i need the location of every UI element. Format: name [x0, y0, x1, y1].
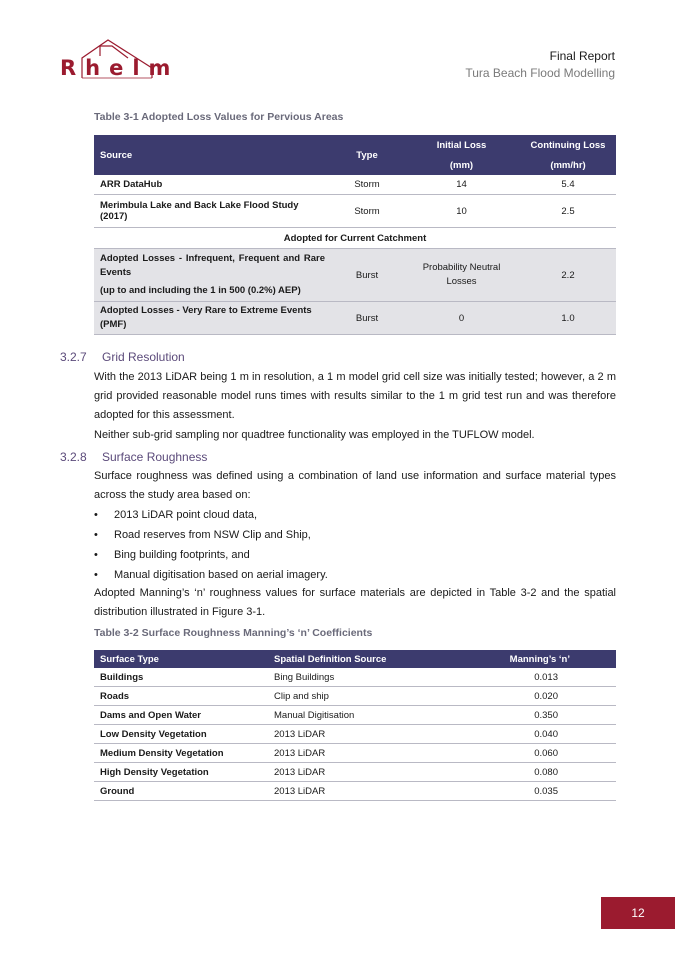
section-number: 3.2.7 [60, 350, 87, 364]
header-source: Source [94, 135, 331, 175]
row-surface: Dams and Open Water [94, 706, 268, 725]
row-source: 2013 LiDAR [268, 744, 442, 763]
section-title: Grid Resolution [102, 350, 185, 364]
table-row [94, 175, 616, 195]
section-title: Surface Roughness [102, 450, 208, 464]
table-row [94, 763, 616, 782]
page-number: 12 [601, 897, 675, 929]
rhelm-logo [60, 38, 180, 80]
header-initial-loss: Initial Loss [403, 135, 520, 155]
bullet-icon: • [94, 569, 98, 581]
row-continuing: 2.2 [520, 249, 616, 302]
list-item-text: Manual digitisation based on aerial imagery. [114, 569, 328, 581]
row-surface: Ground [94, 782, 268, 801]
table-row [94, 687, 616, 706]
row-n: 0.350 [442, 706, 616, 725]
header-continuing-loss-unit: (mm/hr) [520, 155, 616, 175]
row-n: 0.040 [442, 725, 616, 744]
header-surface-type: Surface Type [94, 650, 268, 668]
row-source: 2013 LiDAR [268, 725, 442, 744]
list-item [94, 505, 614, 525]
table-row [94, 668, 616, 687]
section-number: 3.2.8 [60, 450, 87, 464]
roughness-table [94, 650, 616, 801]
row-source-text: Adopted Losses - Infrequent, Frequent and Rare Events [100, 253, 325, 278]
bullet-icon: • [94, 549, 98, 561]
row-source: Merimbula Lake and Back Lake Flood Study (2017) [94, 195, 331, 228]
row-source: Adopted Losses - Very Rare to Extreme Events (PMF) [94, 302, 331, 335]
row-surface: Low Density Vegetation [94, 725, 268, 744]
row-initial: 0 [403, 302, 520, 335]
row-n: 0.080 [442, 763, 616, 782]
row-source: ARR DataHub [94, 175, 331, 195]
table-row [94, 782, 616, 801]
list-item [94, 545, 614, 565]
row-source: Manual Digitisation [268, 706, 442, 725]
row-n: 0.060 [442, 744, 616, 763]
section-heading-grid-resolution [60, 350, 185, 364]
row-source-note: (up to and including the 1 in 500 (0.2%) AEP) [100, 285, 301, 296]
bullet-icon: • [94, 529, 98, 541]
header-spatial-source: Spatial Definition Source [268, 650, 442, 668]
table-row [94, 302, 616, 335]
row-continuing: 5.4 [520, 175, 616, 195]
table-row [94, 249, 616, 302]
row-type: Burst [331, 302, 403, 335]
row-surface: Roads [94, 687, 268, 706]
row-n: 0.020 [442, 687, 616, 706]
adopted-section-label: Adopted for Current Catchment [94, 228, 616, 249]
report-title: Final Report [549, 49, 615, 63]
header-mannings-n: Manning’s ‘n’ [442, 650, 616, 668]
row-surface: Medium Density Vegetation [94, 744, 268, 763]
row-type: Storm [331, 175, 403, 195]
row-type: Burst [331, 249, 403, 302]
section-row [94, 228, 616, 249]
row-type: Storm [331, 195, 403, 228]
header-initial-loss-unit: (mm) [403, 155, 520, 175]
row-source: 2013 LiDAR [268, 763, 442, 782]
row-initial: 14 [403, 175, 520, 195]
list-item [94, 525, 614, 545]
row-n: 0.013 [442, 668, 616, 687]
row-source: 2013 LiDAR [268, 782, 442, 801]
row-initial: 10 [403, 195, 520, 228]
list-item-text: Bing building footprints, and [114, 549, 250, 561]
row-surface: Buildings [94, 668, 268, 687]
table-header-row [94, 650, 616, 668]
page-header [465, 49, 615, 80]
row-continuing: 2.5 [520, 195, 616, 228]
row-source: Bing Buildings [268, 668, 442, 687]
bullet-icon: • [94, 509, 98, 521]
header-continuing-loss: Continuing Loss [520, 135, 616, 155]
row-initial: Probability Neutral Losses [403, 249, 520, 302]
paragraph: Adopted Manning’s ‘n’ roughness values for surface materials are depicted in Table 3-2 and the spatial distribution illustrated in Figure 3-1. [94, 587, 616, 618]
table-header-row [94, 135, 616, 155]
table-row [94, 195, 616, 228]
row-source: Clip and ship [268, 687, 442, 706]
table-row [94, 744, 616, 763]
paragraph: Surface roughness was defined using a combination of land use information and surface material types across the study area based on: [94, 470, 616, 501]
logo-text: Rhelm [60, 56, 180, 80]
row-source [94, 249, 331, 302]
table2-caption: Table 3-2 Surface Roughness Manning’s ‘n’ Coefficients [94, 627, 373, 639]
row-continuing: 1.0 [520, 302, 616, 335]
list-item-text: 2013 LiDAR point cloud data, [114, 509, 258, 521]
section-heading-surface-roughness [60, 450, 207, 464]
table-row [94, 706, 616, 725]
bullet-list [94, 505, 614, 585]
row-n: 0.035 [442, 782, 616, 801]
header-type: Type [331, 135, 403, 175]
paragraph: With the 2013 LiDAR being 1 m in resolution, a 1 m model grid cell size was initially tested; however, a 2 m grid provided reasonable model runs times with results similar to the 1 m grid test run and was therefore adopted for this assessment. [94, 371, 616, 421]
table1-caption: Table 3-1 Adopted Loss Values for Pervious Areas [94, 111, 344, 123]
row-surface: High Density Vegetation [94, 763, 268, 782]
paragraph: Neither sub-grid sampling nor quadtree functionality was employed in the TUFLOW model. [94, 429, 535, 441]
list-item-text: Road reserves from NSW Clip and Ship, [114, 529, 311, 541]
table-row [94, 725, 616, 744]
loss-values-table [94, 135, 616, 335]
project-title: Tura Beach Flood Modelling [465, 66, 615, 80]
list-item [94, 565, 614, 585]
